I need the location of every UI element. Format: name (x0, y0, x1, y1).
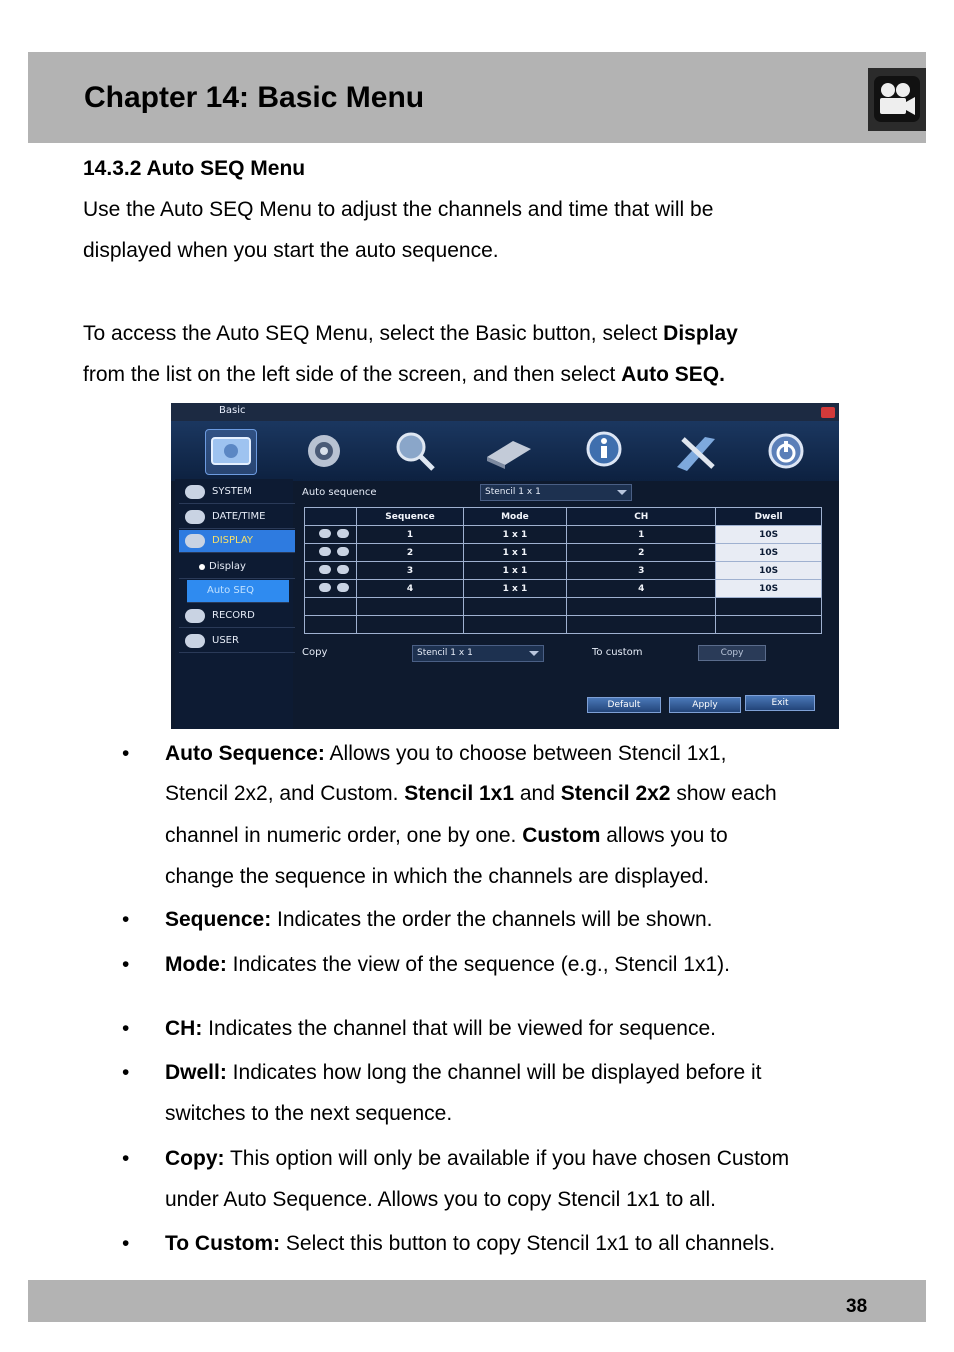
sidebar-label: Display (209, 561, 246, 572)
bullet-marker: • (122, 742, 130, 765)
bullet-marker: • (122, 1232, 130, 1255)
monitor-icon (185, 534, 205, 548)
bullet-text: Indicates the order the channels will be shown. (271, 908, 713, 931)
access-display-bold: Display (663, 322, 738, 345)
copy-dropdown[interactable] (412, 645, 544, 662)
bullet-auto-sequence-line-3 (165, 815, 885, 856)
gear-icon[interactable] (299, 429, 349, 473)
chevron-down-icon (617, 490, 627, 495)
bullet-dwell-line-2: switches to the next sequence. (165, 1102, 453, 1125)
ch-cell[interactable]: 1 (567, 526, 716, 544)
sidebar-item-auto-seq[interactable] (187, 580, 289, 603)
empty-cell (567, 616, 716, 634)
sidebar-label: RECORD (212, 610, 255, 621)
bullet-text: allows you to (600, 824, 728, 847)
table-row-empty (305, 598, 822, 616)
dwell-cell[interactable]: 10S (716, 526, 822, 544)
empty-cell (463, 598, 567, 616)
table-row[interactable] (305, 580, 822, 598)
row-radio-buttons[interactable] (305, 580, 357, 598)
dvr-menu-screenshot (171, 403, 839, 729)
bullet-text: Indicates the channel that will be viewed for sequence. (202, 1017, 716, 1040)
empty-cell (716, 616, 822, 634)
chevron-down-icon (529, 651, 539, 656)
bullet-ch (165, 1008, 885, 1049)
to-custom-label: To custom (592, 647, 643, 658)
empty-cell (567, 598, 716, 616)
info-icon[interactable] (579, 429, 629, 473)
auto-sequence-value: Stencil 1 x 1 (485, 487, 541, 497)
access-autoseq-bold: Auto SEQ. (621, 363, 725, 386)
bullet-text: Allows you to choose between Stencil 1x1, (324, 742, 727, 765)
record-icon (185, 609, 205, 623)
sidebar-item-display-sub[interactable] (179, 556, 295, 579)
bullet-to-custom (165, 1223, 885, 1264)
bullet-term: Dwell: (165, 1061, 227, 1084)
bullet-text: This option will only be available if you have chosen Custom (224, 1147, 790, 1170)
dvr-toolbar (171, 421, 839, 481)
sequence-cell: 4 (357, 580, 463, 598)
radio-icon[interactable] (337, 583, 349, 592)
bullet-text: show each (670, 782, 777, 805)
table-row[interactable] (305, 526, 822, 544)
bullet-bold: Stencil 2x2 (560, 782, 671, 805)
table-row[interactable] (305, 562, 822, 580)
intro-line-2: displayed when you start the auto sequence. (83, 239, 499, 262)
radio-icon[interactable] (319, 565, 331, 574)
chapter-title: Chapter 14: Basic Menu (84, 81, 425, 114)
ch-cell[interactable]: 3 (567, 562, 716, 580)
page-footer-bar (28, 1280, 926, 1322)
table-row-empty (305, 616, 822, 634)
bullet-marker: • (122, 1147, 130, 1170)
empty-cell (357, 616, 463, 634)
sidebar-item-system[interactable] (179, 481, 295, 504)
bullet-auto-sequence-line-4: change the sequence in which the channels are displayed. (165, 865, 710, 888)
bullet-dwell-line-1 (165, 1052, 885, 1093)
monitor-settings-icon[interactable] (205, 429, 257, 475)
bullet-marker: • (122, 908, 130, 931)
table-header-row (305, 508, 822, 526)
empty-cell (716, 598, 822, 616)
access-text-a: To access the Auto SEQ Menu, select the Basic button, select (83, 322, 664, 345)
intro-line-1: Use the Auto SEQ Menu to adjust the channels and time that will be (83, 198, 714, 221)
bullet-copy-line-1 (165, 1138, 885, 1179)
dwell-cell[interactable]: 10S (716, 544, 822, 562)
bullet-marker: • (122, 1061, 130, 1084)
row-radio-buttons[interactable] (305, 544, 357, 562)
sidebar-label: USER (212, 635, 239, 646)
clock-icon (185, 510, 205, 524)
bullet-bold: Custom (522, 824, 601, 847)
gear-icon (185, 485, 205, 499)
column-header: Mode (463, 508, 567, 526)
sidebar-label: Auto SEQ (207, 585, 254, 596)
dwell-cell[interactable]: 10S (716, 562, 822, 580)
bullet-auto-sequence-line-1 (165, 733, 885, 774)
sidebar-item-record[interactable] (179, 605, 295, 628)
sidebar-label: SYSTEM (212, 486, 252, 497)
sequence-cell: 2 (357, 544, 463, 562)
bullet-term: Mode: (165, 953, 227, 976)
bullet-term: CH: (165, 1017, 203, 1040)
bullet-marker: • (122, 1017, 130, 1040)
bullet-mode (165, 944, 885, 985)
sequence-cell: 1 (357, 526, 463, 544)
bullet-text: Indicates the view of the sequence (e.g., Stencil 1x1). (226, 953, 730, 976)
bullet-text: Indicates how long the channel will be displayed before it (226, 1061, 762, 1084)
dvr-window-title: Basic (219, 405, 246, 416)
access-text-c: from the list on the left side of the screen, and then select (83, 363, 622, 386)
ch-cell[interactable]: 4 (567, 580, 716, 598)
sidebar-item-user[interactable] (179, 630, 295, 653)
empty-cell (305, 598, 357, 616)
empty-cell (463, 616, 567, 634)
dvr-title-bar (171, 403, 839, 421)
close-icon[interactable] (821, 407, 835, 418)
bullet-marker: • (122, 953, 130, 976)
radio-column-header (305, 508, 357, 526)
mode-cell[interactable]: 1 x 1 (463, 562, 567, 580)
bullet-sequence (165, 899, 885, 940)
ch-cell[interactable]: 2 (567, 544, 716, 562)
column-header: Sequence (357, 508, 463, 526)
copy-value: Stencil 1 x 1 (417, 648, 473, 658)
dvr-sidebar (175, 479, 293, 729)
radio-icon[interactable] (319, 547, 331, 556)
mode-cell[interactable]: 1 x 1 (463, 526, 567, 544)
page-number: 38 (846, 1296, 868, 1317)
sidebar-label: DISPLAY (212, 535, 254, 546)
bullet-dot-icon (199, 564, 205, 570)
video-camera-icon (868, 68, 926, 131)
bullet-bold: Stencil 1x1 (404, 782, 515, 805)
bullet-copy-line-2: under Auto Sequence. Allows you to copy Stencil 1x1 to all. (165, 1188, 717, 1211)
row-radio-buttons[interactable] (305, 562, 357, 580)
radio-icon[interactable] (337, 547, 349, 556)
sequence-cell: 3 (357, 562, 463, 580)
bullet-term: Auto Sequence: (165, 742, 325, 765)
sequence-table (304, 507, 822, 634)
search-icon[interactable] (389, 429, 439, 473)
bullet-text: and (514, 782, 561, 805)
bullet-text: channel in numeric order, one by one. (165, 824, 523, 847)
column-header: Dwell (716, 508, 822, 526)
access-line-1 (83, 313, 863, 354)
column-header: CH (567, 508, 716, 526)
bullet-text: Select this button to copy Stencil 1x1 to all channels. (280, 1232, 776, 1255)
copy-button[interactable]: Copy (698, 645, 766, 661)
mode-cell[interactable]: 1 x 1 (463, 580, 567, 598)
radio-icon[interactable] (319, 529, 331, 538)
exit-button[interactable]: Exit (745, 695, 815, 711)
sidebar-item-display[interactable] (179, 530, 295, 553)
bullet-text: Stencil 2x2, and Custom. (165, 782, 405, 805)
empty-cell (357, 598, 463, 616)
power-icon[interactable] (761, 429, 811, 473)
table-row[interactable] (305, 544, 822, 562)
access-line-2 (83, 354, 863, 395)
row-radio-buttons[interactable] (305, 526, 357, 544)
radio-icon[interactable] (337, 565, 349, 574)
auto-sequence-label: Auto sequence (302, 487, 377, 498)
hard-drive-icon[interactable] (483, 429, 533, 473)
bullet-term: To Custom: (165, 1232, 281, 1255)
dwell-cell[interactable]: 10S (716, 580, 822, 598)
radio-icon[interactable] (337, 529, 349, 538)
sidebar-label: DATE/TIME (212, 511, 266, 522)
radio-icon[interactable] (319, 583, 331, 592)
default-button[interactable]: Default (587, 697, 661, 713)
bullet-term: Sequence: (165, 908, 272, 931)
empty-cell (305, 616, 357, 634)
mode-cell[interactable]: 1 x 1 (463, 544, 567, 562)
bullet-term: Copy: (165, 1147, 225, 1170)
bullet-auto-sequence-line-2 (165, 773, 885, 814)
tools-icon[interactable] (671, 429, 721, 473)
auto-sequence-dropdown[interactable] (480, 484, 632, 501)
sidebar-item-datetime[interactable] (179, 506, 295, 529)
section-heading: 14.3.2 Auto SEQ Menu (83, 157, 306, 180)
apply-button[interactable]: Apply (669, 697, 741, 713)
users-icon (185, 634, 205, 648)
copy-label: Copy (302, 647, 328, 658)
dvr-auto-seq-panel (296, 479, 834, 729)
